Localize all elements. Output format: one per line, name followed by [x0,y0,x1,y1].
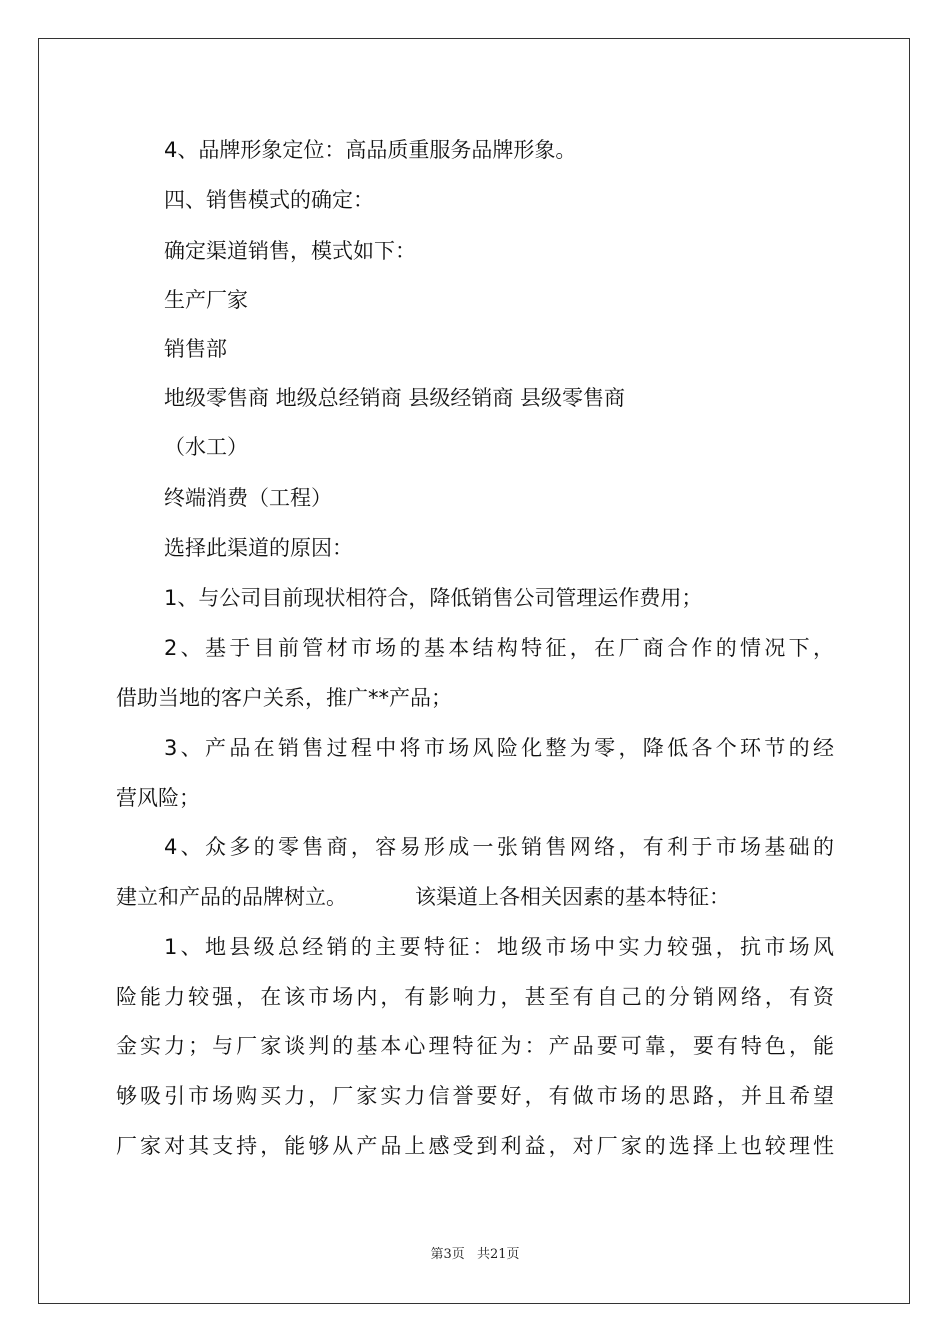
page-number: 第3页 [430,1247,465,1262]
channel-level-plumber: （水工） [164,435,248,459]
channel-level-sales-dept: 销售部 [164,337,227,361]
paragraph-line: 确定渠道销售，模式如下： [164,239,416,263]
page-footer [0,1247,950,1263]
paragraph-line: 3、产品在销售过程中将市场风险化整为零，降低各个环节的经 [164,736,834,760]
paragraph-line [116,885,730,909]
paragraph-line: 1、地县级总经销的主要特征：地级市场中实力较强，抗市场风 [164,935,834,959]
paragraph-line: 4、众多的零售商，容易形成一张销售网络，有利于市场基础的 [164,835,834,859]
paragraph-line: 厂家对其支持，能够从产品上感受到利益，对厂家的选择上也较理性 [116,1134,834,1158]
channel-level-dealers: 地级零售商 地级总经销商 县级经销商 县级零售商 [164,386,626,410]
paragraph-line: 4、品牌形象定位：高品质重服务品牌形象。 [164,138,577,162]
paragraph-line: 险能力较强，在该市场内，有影响力，甚至有自己的分销网络，有资 [116,985,834,1009]
page-total: 共21页 [476,1247,520,1262]
paragraph-line-part: 建立和产品的品牌树立。 [116,885,347,909]
page-border [38,38,910,1304]
paragraph-line: 1、与公司目前现状相符合，降低销售公司管理运作费用； [164,586,703,610]
paragraph-line: 够吸引市场购买力，厂家实力信誉要好，有做市场的思路，并且希望 [116,1084,834,1108]
section-heading: 四、销售模式的确定： [164,188,374,212]
channel-level-producer: 生产厂家 [164,288,248,312]
paragraph-line: 金实力；与厂家谈判的基本心理特征为：产品要可靠，要有特色，能 [116,1034,834,1058]
paragraph-line: 2、基于目前管材市场的基本结构特征，在厂商合作的情况下， [164,636,834,660]
paragraph-line: 借助当地的客户关系，推广**产品； [116,686,452,710]
paragraph-line: 营风险； [116,786,200,810]
channel-level-terminal: 终端消费（工程） [164,486,332,510]
paragraph-line-part: 该渠道上各相关因素的基本特征： [415,885,730,909]
paragraph-line: 选择此渠道的原因： [164,536,353,560]
